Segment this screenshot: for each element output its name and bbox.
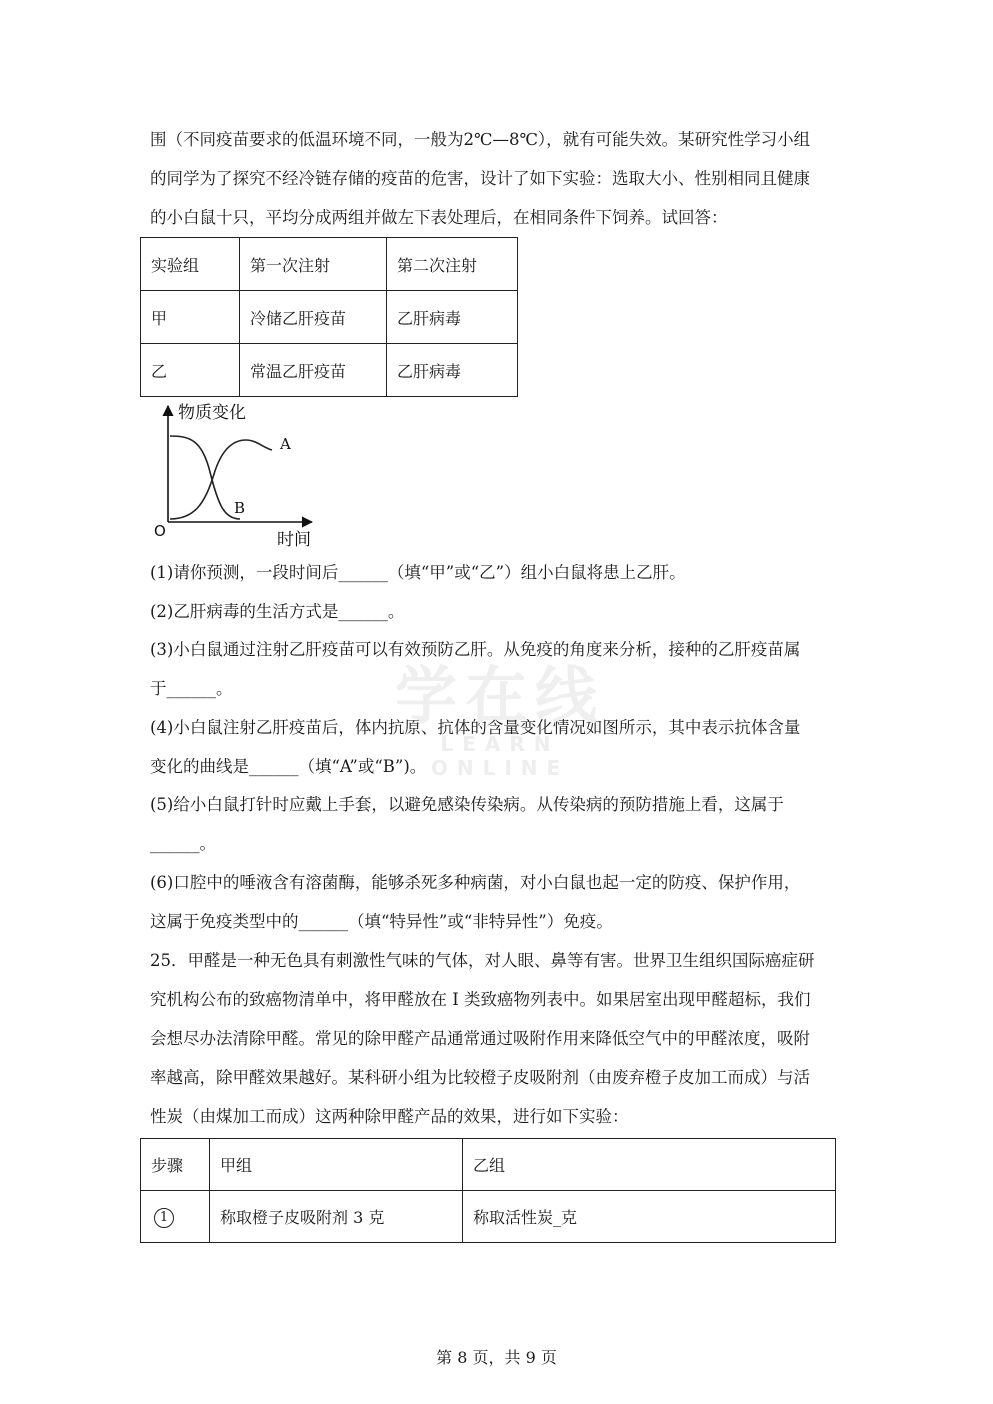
question-6-cont: 这属于免疫类型中的______（填“特异性”或“非特异性”）免疫。 (150, 912, 613, 931)
antibody-graph (150, 400, 330, 550)
question-4: (4)小白鼠注射乙肝疫苗后，体内抗原、抗体的含量变化情况如图所示，其中表示抗体含量 (150, 718, 801, 737)
y-axis-label: 物质变化 (178, 403, 246, 423)
table-header-cell: 第一次注射 (240, 238, 387, 291)
q25-line-2: 究机构公布的致癌物清单中，将甲醛放在 I 类致癌物列表中。如果居室出现甲醛超标，我们 (150, 990, 811, 1009)
table-cell: 称取活性炭_克 (463, 1191, 836, 1243)
question-6: (6)口腔中的唾液含有溶菌酶，能够杀死多种病菌，对小白鼠也起一定的防疫、保护作用， (150, 873, 801, 892)
intro-line-2: 的同学为了探究不经冷链存储的疫苗的危害，设计了如下实验：选取大小、性别相同且健康 (150, 169, 810, 188)
table-cell: 冷储乙肝疫苗 (240, 291, 387, 344)
q25-line-1: 25．甲醛是一种无色具有刺激性气味的气体，对人眼、鼻等有害。世界卫生组织国际癌症研 (150, 951, 815, 970)
table-header-cell: 实验组 (141, 238, 240, 291)
curve-b (170, 436, 240, 519)
table-header-row (141, 238, 518, 291)
table-cell: 乙 (141, 344, 240, 397)
question-2: (2)乙肝病毒的生活方式是______。 (150, 602, 405, 621)
table-cell: 甲 (141, 291, 240, 344)
curve-b-label: B (234, 499, 246, 517)
table-cell: 常温乙肝疫苗 (240, 344, 387, 397)
origin-label: O (154, 522, 166, 540)
question-4-cont: 变化的曲线是______（填“A”或“B”)。 (150, 757, 427, 776)
table-header-cell: 乙组 (463, 1139, 836, 1191)
page-footer: 第 8 页，共 9 页 (436, 1348, 557, 1367)
x-axis-label: 时间 (277, 530, 311, 550)
table-header-cell: 步骤 (141, 1139, 210, 1191)
intro-line-1: 围（不同疫苗要求的低温环境不同，一般为2℃—8℃），就有可能失效。某研究性学习小组 (150, 130, 811, 149)
table-row (141, 1191, 836, 1243)
intro-line-3: 的小白鼠十只，平均分成两组并做左下表处理后，在相同条件下饲养。试回答： (150, 208, 728, 227)
question-5: (5)给小白鼠打针时应戴上手套，以避免感染传染病。从传染病的预防措施上看，这属于 (150, 795, 784, 814)
table-header-cell: 甲组 (210, 1139, 463, 1191)
formaldehyde-table (140, 1138, 836, 1243)
q25-line-3: 会想尽办法清除甲醛。常见的除甲醛产品通常通过吸附作用来降低空气中的甲醛浓度，吸附 (150, 1029, 810, 1048)
step-number: 1 (154, 1208, 174, 1228)
question-1: (1)请你预测，一段时间后______（填“甲”或“乙”）组小白鼠将患上乙肝。 (150, 563, 686, 582)
question-3: (3)小白鼠通过注射乙肝疫苗可以有效预防乙肝。从免疫的角度来分析，接种的乙肝疫苗属 (150, 640, 801, 659)
experiment-table (140, 237, 518, 397)
q25-line-5: 性炭（由煤加工而成）这两种除甲醛产品的效果，进行如下实验： (150, 1107, 629, 1126)
table-header-row (141, 1139, 836, 1191)
question-5-cont: ______。 (150, 834, 216, 853)
table-cell (141, 1191, 210, 1243)
table-cell: 乙肝病毒 (387, 344, 518, 397)
watermark-sub: LEARN ONLINE (430, 732, 570, 780)
table-cell: 称取橙子皮吸附剂 3 克 (210, 1191, 463, 1243)
question-3-cont: 于______。 (150, 679, 233, 698)
q25-line-4: 率越高，除甲醛效果越好。某科研小组为比较橙子皮吸附剂（由废弃橙子皮加工而成）与活 (150, 1068, 810, 1087)
table-cell: 乙肝病毒 (387, 291, 518, 344)
curve-a-label: A (280, 435, 291, 453)
table-row (141, 291, 518, 344)
watermark-main: 学在线 (394, 659, 605, 732)
table-row (141, 344, 518, 397)
table-header-cell: 第二次注射 (387, 238, 518, 291)
